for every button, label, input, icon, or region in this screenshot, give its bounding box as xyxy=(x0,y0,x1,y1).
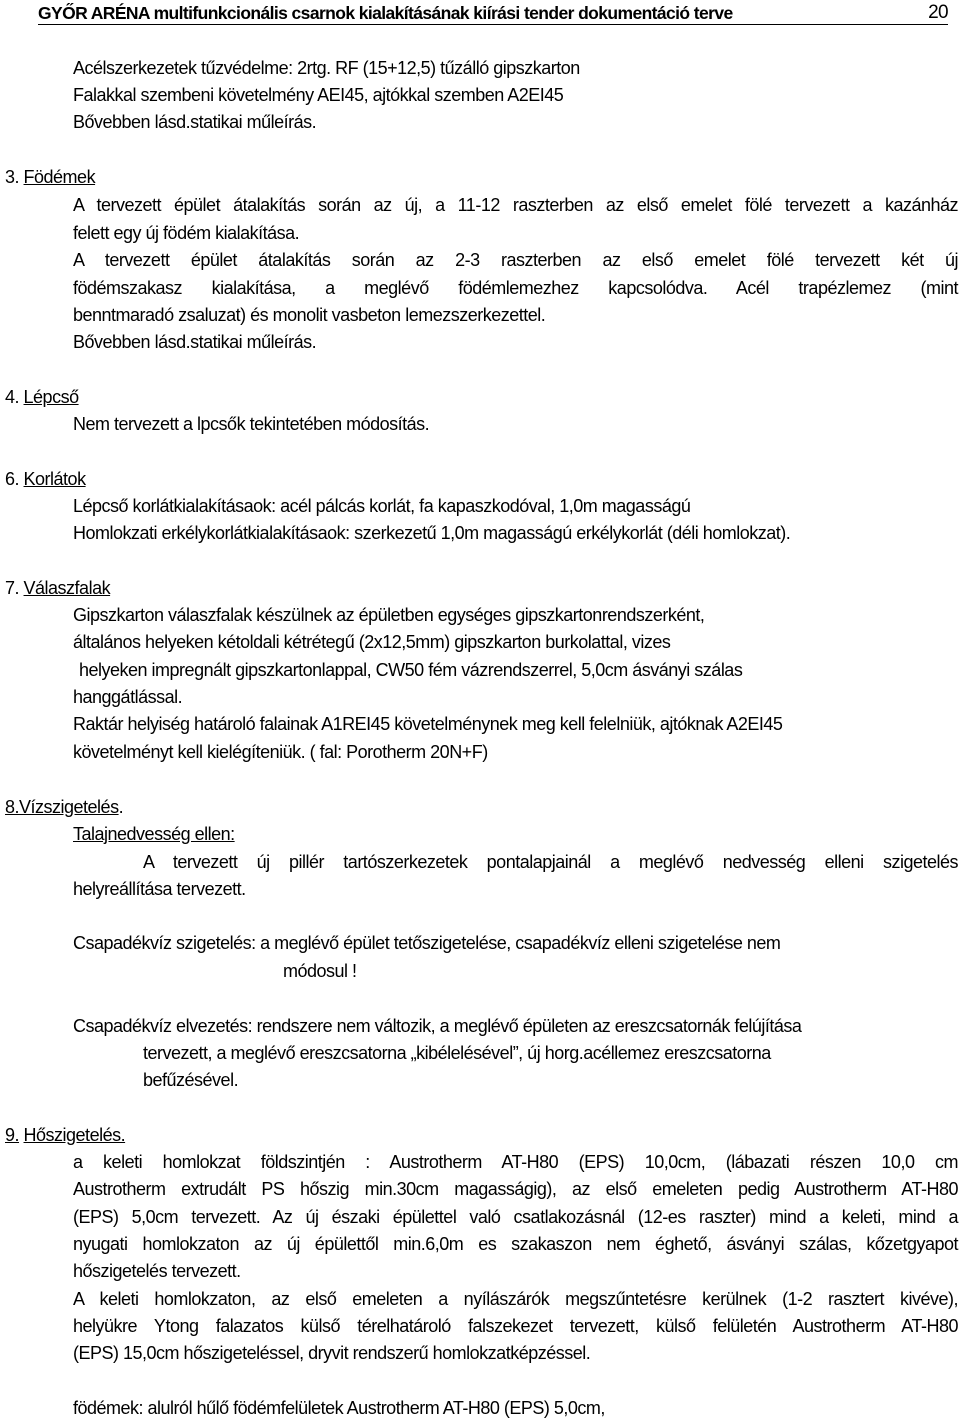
section-title: Vízszigetelés xyxy=(19,797,119,817)
section-number: 7. xyxy=(5,578,20,598)
paragraph-line: Gipszkarton válaszfalak készülnek az épületben egységes gipszkartonrendszerként, xyxy=(73,605,705,625)
section-title: Korlátok xyxy=(23,469,86,489)
paragraph-line: befűzésével. xyxy=(143,1070,239,1090)
paragraph-line: (EPS) 15,0cm hőszigeteléssel, dryvit rendszerű homlokzatképzéssel. xyxy=(73,1343,591,1363)
page-header xyxy=(38,2,948,25)
paragraph-line: a keleti homlokzat földszintjén : Austrotherm AT-H80 (EPS) 10,0cm, (lábazati részen 10,0 cm xyxy=(73,1152,958,1172)
intro-line: Bővebben lásd.statikai műleírás. xyxy=(73,112,317,132)
subheading: Talajnedvesség ellen: xyxy=(73,824,235,844)
paragraph-line: követelményt kell kielégíteniük. ( fal: Porotherm 20N+F) xyxy=(73,742,488,762)
section-number: 8. xyxy=(5,797,20,817)
paragraph-line: födémszakasz kialakítása, a meglévő födémlemezhez kapcsolódva. Acél trapézlemez (mint xyxy=(73,278,958,298)
paragraph-line: födémek: alulról hűlő födémfelületek Austrotherm AT-H80 (EPS) 5,0cm, xyxy=(73,1398,605,1418)
section-title: Födémek xyxy=(23,167,96,187)
section-9-heading xyxy=(5,1123,890,1147)
page-number: 20 xyxy=(928,2,948,23)
intro-line: Acélszerkezetek tűzvédelme: 2rtg. RF (15+12,5) tűzálló gipszkarton xyxy=(73,58,580,78)
section-number: 3. xyxy=(5,167,20,187)
paragraph-line: helyreállítása tervezett. xyxy=(73,879,246,899)
paragraph-line: A tervezett új pillér tartószerkezetek pontalapjainál a meglévő nedvesség elleni szigetelés xyxy=(143,852,958,872)
paragraph-line: Csapadékvíz szigetelés: a meglévő épület tetőszigetelése, csapadékvíz elleni szigetelése nem xyxy=(73,933,781,953)
paragraph-line: Lépcső korlátkialakításaok: acél pálcás korlát, fa kapaszkodóval, 1,0m magasságú xyxy=(73,496,691,516)
section-title: Válaszfalak xyxy=(23,578,111,598)
section-number: 9. xyxy=(5,1125,20,1145)
paragraph-line: felett egy új födém kialakítása. xyxy=(73,223,300,243)
paragraph-line: helyükre Ytong falazatos külső térelhatároló falszekezet tervezett, külső felületén Austrotherm AT-H80 xyxy=(73,1316,958,1336)
paragraph-line: nyugati homlokzaton az új épülettől min.6,0m es szakaszon nem éghető, ásványi szálas, kőzetgyapot xyxy=(73,1234,958,1254)
heading-period: . xyxy=(118,797,124,817)
paragraph-line: tervezett, a meglévő ereszcsatorna „kibélelésével”, új horg.acéllemez ereszcsatorna xyxy=(143,1043,771,1063)
paragraph-line: Homlokzati erkélykorlátkialakításaok: szerkezetű 1,0m magasságú erkélykorlát (déli homlokzat). xyxy=(73,523,791,543)
paragraph-line: A keleti homlokzaton, az első emeleten a nyílászárók megszűntetésre kerülnek (1-2 rasztert kivéve), xyxy=(73,1289,958,1309)
section-3-heading xyxy=(5,165,890,189)
paragraph-line: módosul ! xyxy=(283,961,357,981)
section-title: Lépcső xyxy=(23,387,79,407)
paragraph-line: hanggátlással. xyxy=(73,687,183,707)
paragraph-line: hőszigetelés tervezett. xyxy=(73,1261,241,1281)
paragraph-line: (EPS) 5,0cm tervezett. Az új északi épülettel való csatlakozásnál (12-es raszter) mind a keleti, mind a xyxy=(73,1207,958,1227)
paragraph-line: A tervezett épület átalakítás során az 2-3 raszterben az első emelet fölé tervezett két új xyxy=(73,250,958,270)
paragraph-line: Bővebben lásd.statikai műleírás. xyxy=(73,332,317,352)
paragraph-line: Nem tervezett a lpcsők tekintetében módosítás. xyxy=(73,414,430,434)
paragraph-line: A tervezett épület átalakítás során az új, a 11-12 raszterben az első emelet fölé tervezett a kazánház xyxy=(73,195,958,215)
intro-line: Falakkal szembeni követelmény AEI45, ajtókkal szemben A2EI45 xyxy=(73,85,564,105)
section-title: Hőszigetelés. xyxy=(23,1125,126,1145)
paragraph-line: Raktár helyiség határoló falainak A1REI45 követelménynek meg kell felelniük, ajtóknak A2EI45 xyxy=(73,714,783,734)
section-number: 4. xyxy=(5,387,20,407)
paragraph-line: helyeken impregnált gipszkartonlappal, CW50 fém vázrendszerrel, 5,0cm ásványi szálas xyxy=(79,660,743,680)
document-title: GYŐR ARÉNA multifunkcionális csarnok kialakításának kiírási tender dokumentáció terve xyxy=(38,3,733,23)
paragraph-line: általános helyeken kétoldali kétrétegű (2x12,5mm) gipszkarton burkolattal, vizes xyxy=(73,632,671,652)
section-number: 6. xyxy=(5,469,20,489)
section-7-heading xyxy=(5,576,890,600)
paragraph-line: benntmaradó zsaluzat) és monolit vasbeton lemezszerkezettel. xyxy=(73,305,546,325)
paragraph-line: Austrotherm extrudált PS hőszig min.30cm magasságig), az első emeleten pedig Austrotherm AT-H80 xyxy=(73,1179,958,1199)
paragraph-line: Csapadékvíz elvezetés: rendszere nem változik, a meglévő épületen az ereszcsatornák felújítása xyxy=(73,1016,802,1036)
section-8-heading xyxy=(5,795,890,819)
section-4-heading xyxy=(5,385,890,409)
section-6-heading xyxy=(5,467,890,491)
